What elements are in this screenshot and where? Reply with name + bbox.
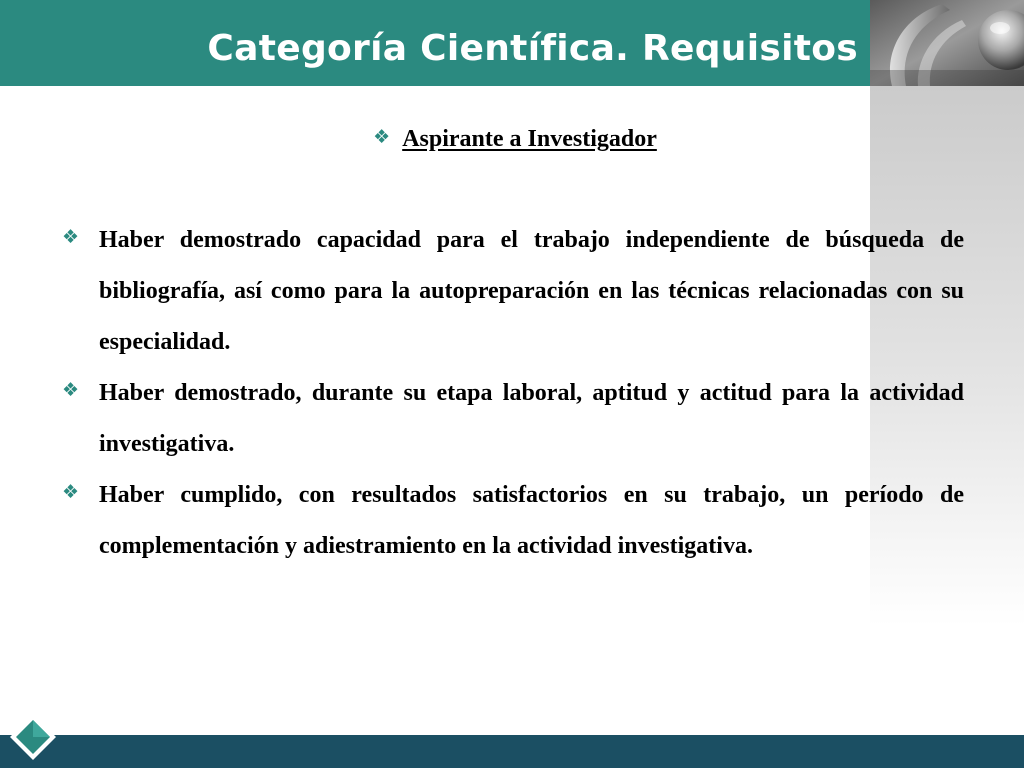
list-item	[62, 215, 964, 368]
list-item-text: Haber cumplido, con resultados satisfactorios en su trabajo, un período de complementación y adiestramiento en la actividad investigativa.	[99, 482, 964, 559]
decorative-metal-image	[870, 0, 1024, 86]
requirements-list	[62, 215, 964, 572]
diamond-logo-icon	[8, 712, 58, 762]
four-diamond-bullet-icon: ❖	[62, 226, 80, 248]
four-diamond-bullet-icon: ❖	[62, 481, 80, 503]
title-bar	[0, 0, 870, 86]
list-item-text: Haber demostrado capacidad para el trabajo independiente de búsqueda de bibliografía, así como para la autopreparación en las técnicas relacionadas con su especialidad.	[99, 227, 964, 355]
four-diamond-bullet-icon: ❖	[62, 379, 80, 401]
subtitle: Aspirante a Investigador	[402, 126, 657, 152]
list-item	[62, 368, 964, 470]
list-item	[62, 470, 964, 572]
list-item-text: Haber demostrado, durante su etapa laboral, aptitud y actitud para la actividad investigativa.	[99, 380, 964, 457]
slide-title: Categoría Científica. Requisitos	[207, 28, 858, 69]
four-diamond-bullet-icon: ❖	[373, 126, 391, 148]
footer-bar	[0, 735, 1024, 768]
subtitle-row	[0, 126, 1024, 153]
